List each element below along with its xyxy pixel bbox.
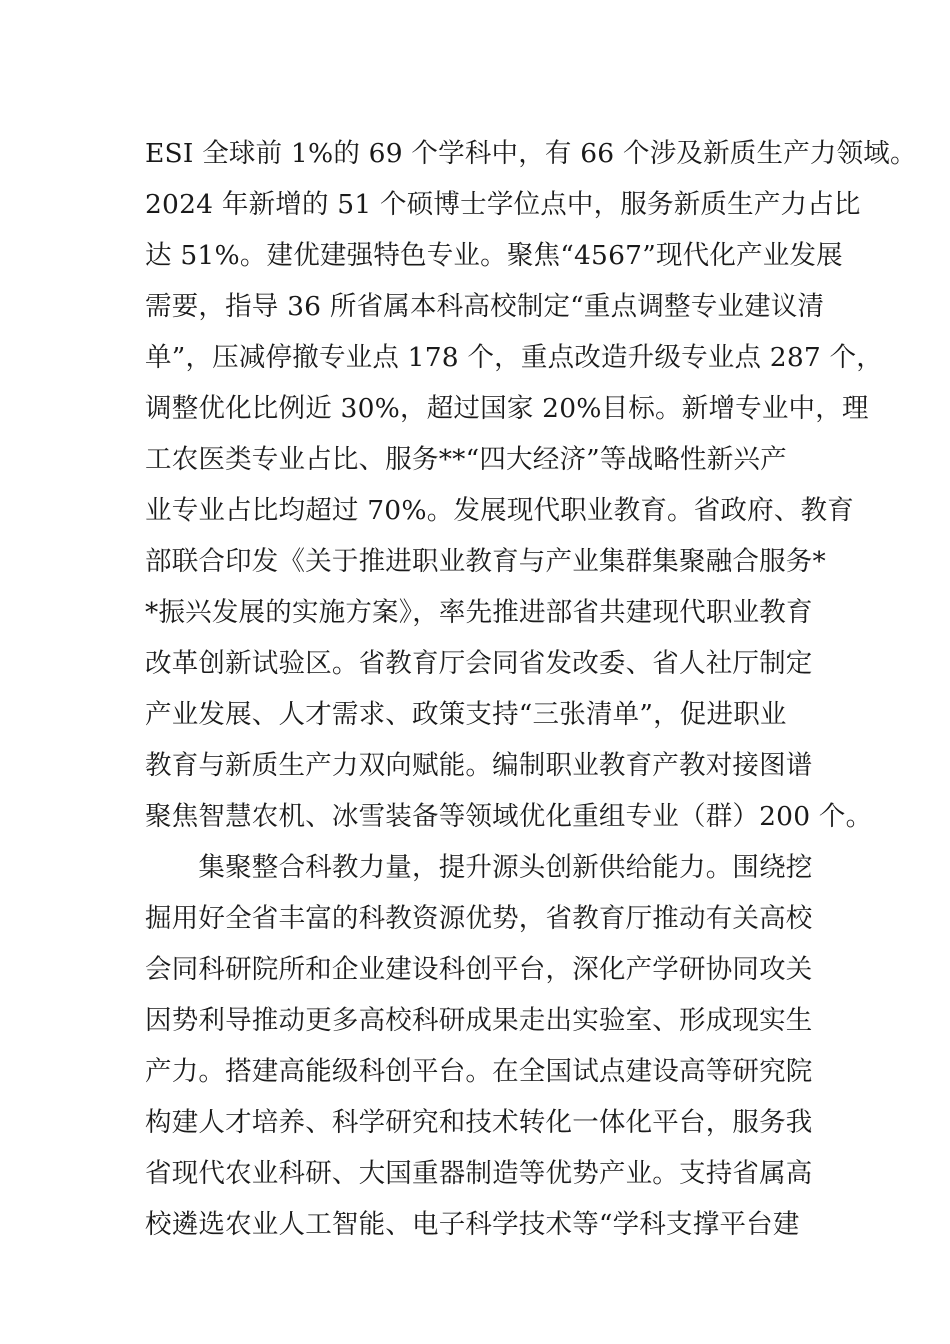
text-line: *振兴发展的实施方案》，率先推进部省共建现代职业教育 — [145, 597, 813, 628]
text-line: 产力。搭建高能级科创平台。在全国试点建设高等研究院 — [145, 1056, 813, 1087]
text-line: 省现代农业科研、大国重器制造等优势产业。支持省属高 — [145, 1158, 813, 1189]
body-text — [145, 128, 917, 1250]
text-line: 调整优化比例近 30%，超过国家 20%目标。新增专业中，理 — [145, 393, 869, 424]
text-line: 聚焦智慧农机、冰雪装备等领域优化重组专业（群）200 个。 — [145, 801, 873, 832]
text-line: 部联合印发《关于推进职业教育与产业集群集聚融合服务* — [145, 546, 826, 577]
paragraph-start-line: 集聚整合科教力量，提升源头创新供给能力。围绕挖 — [145, 852, 813, 883]
text-line: 掘用好全省丰富的科教资源优势，省教育厅推动有关高校 — [145, 903, 813, 934]
text-line: 达 51%。建优建强特色专业。聚焦“4567”现代化产业发展 — [145, 240, 843, 271]
text-line: 2024 年新增的 51 个硕博士学位点中，服务新质生产力占比 — [145, 189, 861, 220]
text-line: 构建人才培养、科学研究和技术转化一体化平台，服务我 — [145, 1107, 813, 1138]
text-line: 工农医类专业占比、服务**“四大经济”等战略性新兴产 — [145, 444, 787, 475]
text-line: 需要，指导 36 所省属本科高校制定“重点调整专业建议清 — [145, 291, 825, 322]
text-line: 单”，压减停撤专业点 178 个，重点改造升级专业点 287 个， — [145, 342, 884, 373]
text-line: 业专业占比均超过 70%。发展现代职业教育。省政府、教育 — [145, 495, 854, 526]
text-line: 会同科研院所和企业建设科创平台，深化产学研协同攻关 — [145, 954, 813, 985]
text-line: 因势利导推动更多高校科研成果走出实验室、形成现实生 — [145, 1005, 813, 1036]
text-line: ESI 全球前 1%的 69 个学科中，有 66 个涉及新质生产力领域。 — [145, 138, 917, 169]
text-line: 改革创新试验区。省教育厅会同省发改委、省人社厅制定 — [145, 648, 813, 679]
text-line: 教育与新质生产力双向赋能。编制职业教育产教对接图谱 — [145, 750, 813, 781]
text-line: 产业发展、人才需求、政策支持“三张清单”，促进职业 — [145, 699, 787, 730]
text-line: 校遴选农业人工智能、电子科学技术等“学科支撑平台建 — [145, 1209, 800, 1240]
